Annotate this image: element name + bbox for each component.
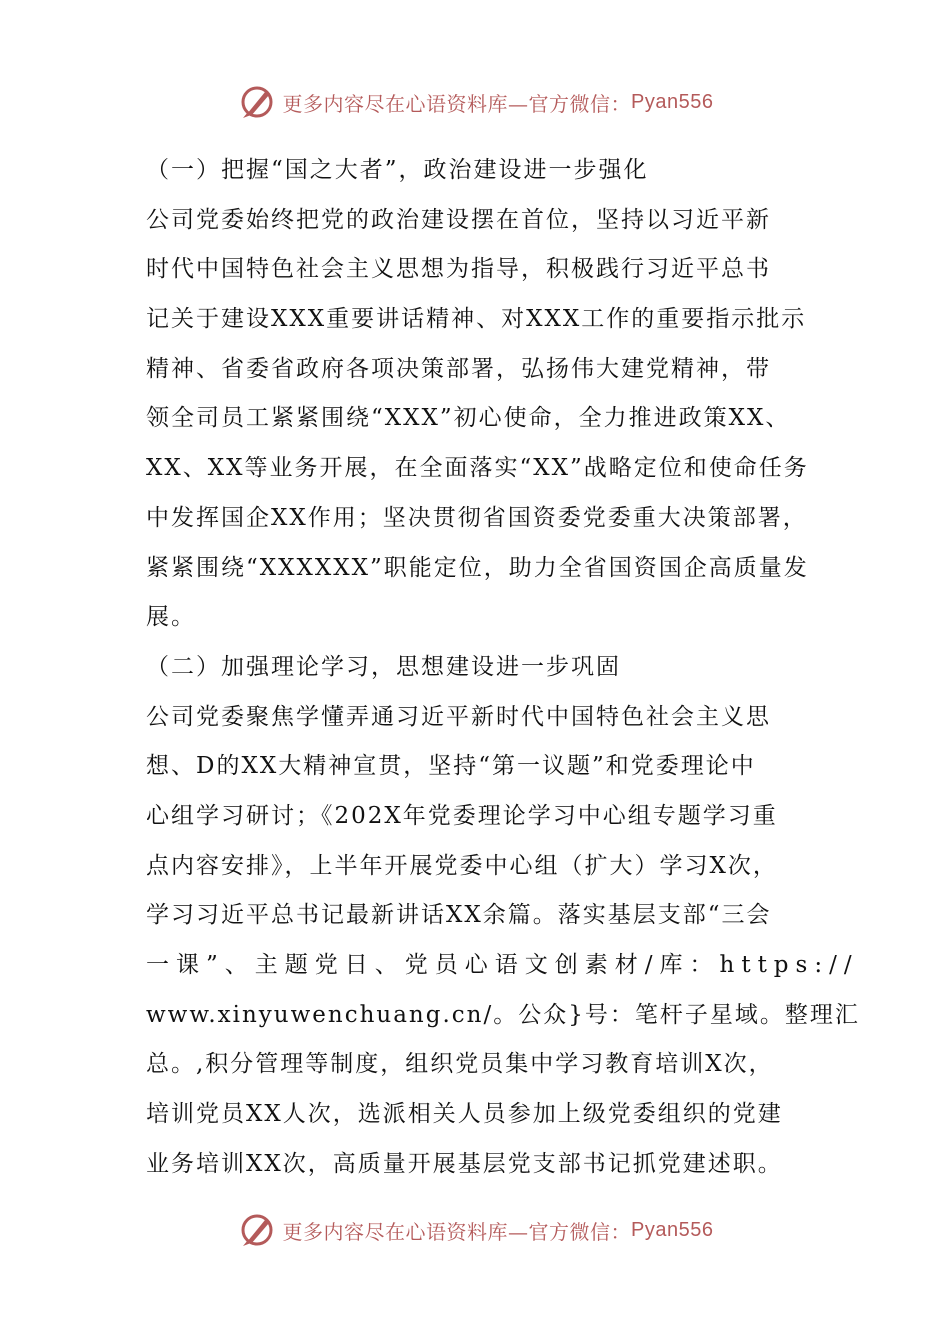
paragraph-line: 时代中国特色社会主义思想为指导，积极践行习近平总书 — [146, 256, 771, 283]
paragraph-line: 点内容安排》，上半年开展党委中心组（扩大）学习X次， — [146, 852, 778, 879]
paragraph-line: 紧紧围绕“XXXXXX”职能定位，助力全省国资国企高质量发 — [146, 554, 809, 581]
paragraph-line: 总。,积分管理等制度，组织党员集中学习教育培训X次， — [146, 1051, 774, 1078]
paragraph-line: 中发挥国企XX作用；坚决贯彻省国资委党委重大决策部署， — [146, 504, 808, 531]
paragraph-line: 一课”、主题党日、党员心语文创素材/库：https:// — [146, 952, 859, 978]
heading-2: （二）加强理论学习，思想建设进一步巩固 — [146, 653, 621, 680]
banner-wechat-id: Pyan556 — [631, 90, 714, 113]
paragraph-line: 精神、省委省政府各项决策部署，弘扬伟大建党精神，带 — [146, 355, 771, 382]
header-banner — [0, 80, 950, 124]
pen-logo-icon — [237, 82, 277, 122]
paragraph-line: www.xinyuwenchuang.cn/。公众}号：笔杆子星域。整理汇 — [146, 1001, 860, 1028]
paragraph-line: 心组学习研讨；《202X年党委理论学习中心组专题学习重 — [146, 802, 778, 829]
paragraph-line: 学习习近平总书记最新讲话XX余篇。落实基层支部“三会 — [146, 902, 772, 929]
banner-text: 更多内容尽在心语资料库—官方微信： — [282, 91, 632, 116]
banner-text: 更多内容尽在心语资料库—官方微信： — [282, 1219, 632, 1244]
paragraph-line: 公司党委聚焦学懂弄通习近平新时代中国特色社会主义思 — [146, 703, 771, 730]
banner-wechat-id: Pyan556 — [631, 1218, 714, 1241]
paragraph-line: 领全司员工紧紧围绕“XXX”初心使命，全力推进政策XX、 — [146, 405, 791, 432]
document-body — [146, 146, 860, 1189]
paragraph-line: XX、XX等业务开展，在全面落实“XX”战略定位和使命任务 — [146, 455, 809, 482]
paragraph-line: 记关于建设XXX重要讲话精神、对XXX工作的重要指示批示 — [146, 306, 807, 333]
paragraph-line: 展。 — [146, 604, 196, 631]
pen-logo-icon — [237, 1210, 277, 1250]
paragraph-line: 培训党员XX人次，选派相关人员参加上级党委组织的党建 — [146, 1101, 783, 1128]
paragraph-line: 公司党委始终把党的政治建设摆在首位，坚持以习近平新 — [146, 206, 771, 233]
footer-banner — [0, 1208, 950, 1252]
heading-1: （一）把握“国之大者”，政治建设进一步强化 — [146, 157, 649, 183]
paragraph-line: 业务培训XX次，高质量开展基层党支部书记抓党建述职。 — [146, 1150, 783, 1177]
paragraph-line: 想、D的XX大精神宣贯，坚持“第一议题”和党委理论中 — [146, 753, 756, 780]
